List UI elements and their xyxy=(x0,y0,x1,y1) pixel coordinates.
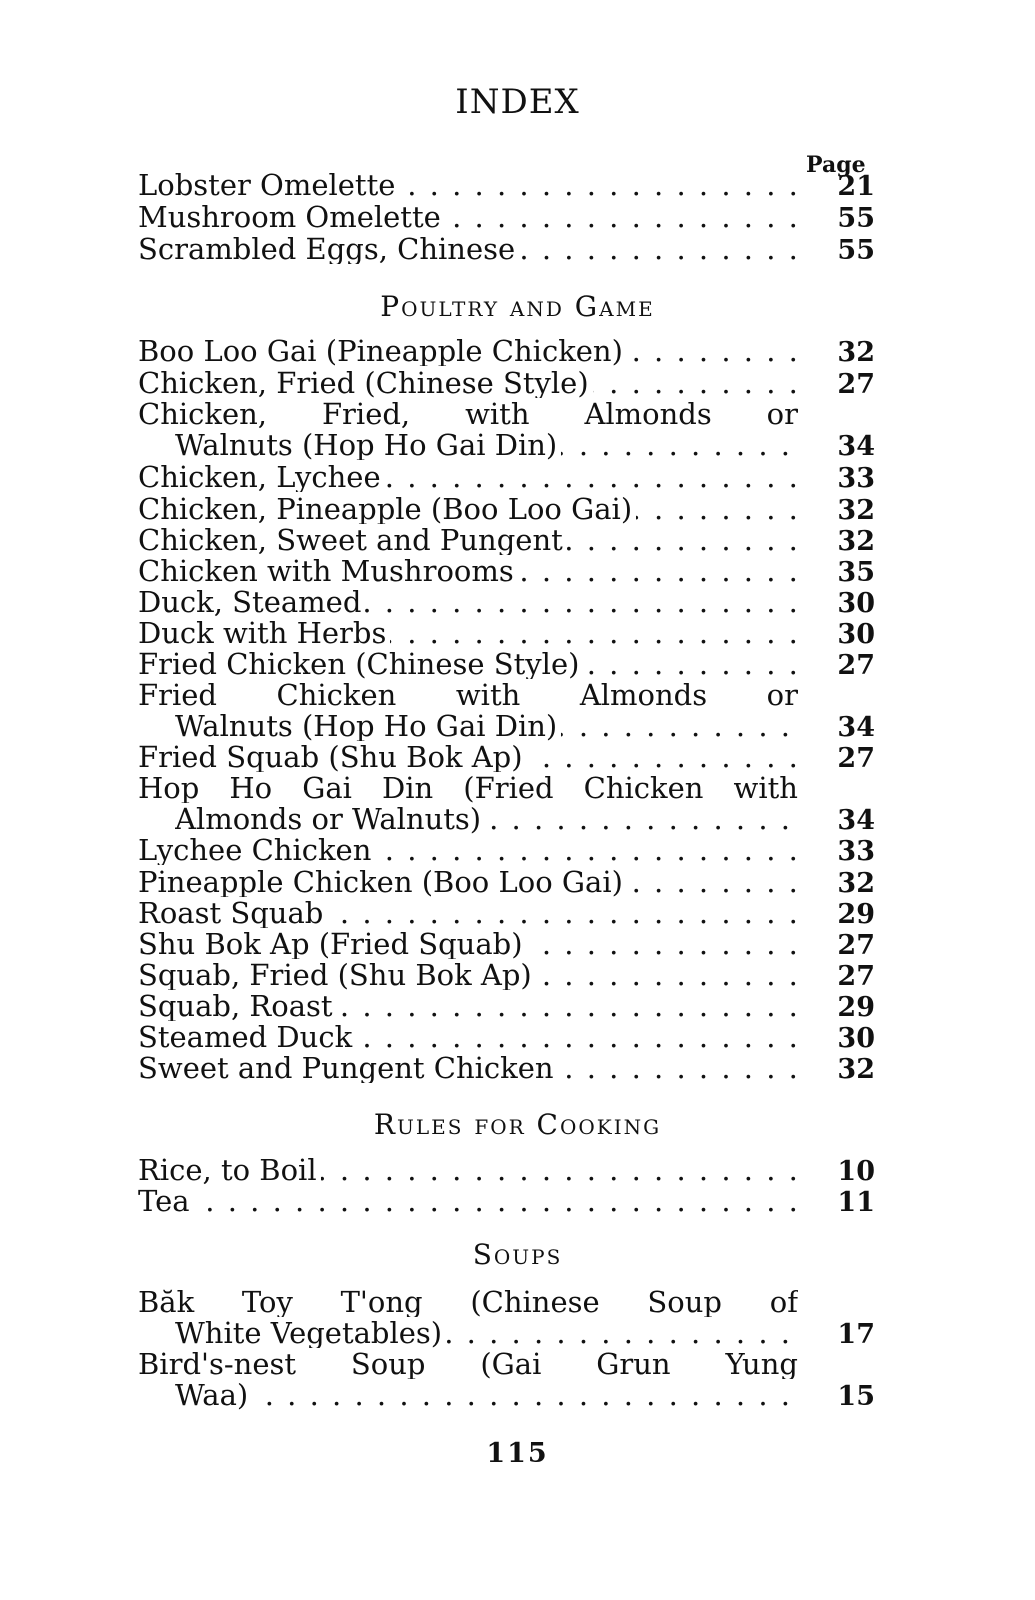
index-entry xyxy=(138,587,798,617)
index-entry-word: Soup xyxy=(350,1349,426,1379)
index-entry-label: Boo Loo Gai (Pineapple Chicken) xyxy=(138,336,627,366)
index-entry-word: Almonds xyxy=(579,680,708,710)
index-entry-word: Bird's-nest xyxy=(138,1349,297,1379)
index-entry-page: 34 xyxy=(837,431,875,462)
section-heading: Rules for Cooking xyxy=(373,1108,662,1141)
index-entry xyxy=(138,929,798,959)
index-entry-label: Sweet and Pungent Chicken xyxy=(138,1053,558,1083)
index-entry-label: Chicken with Mushrooms xyxy=(138,556,518,586)
index-entry-page: 55 xyxy=(837,235,875,266)
index-entry xyxy=(138,336,798,366)
index-entry xyxy=(138,742,798,772)
page-number: 115 xyxy=(486,1438,549,1469)
index-entry-label: Rice, to Boil xyxy=(138,1155,321,1185)
index-entry-line xyxy=(138,1349,798,1379)
index-entry-word: Hop xyxy=(138,773,200,803)
index-entry-page: 27 xyxy=(837,743,875,774)
index-entry-word: Soup xyxy=(647,1287,722,1317)
index-entry xyxy=(138,494,798,524)
index-entry-word: or xyxy=(766,399,798,429)
index-entry xyxy=(138,525,798,555)
index-entry xyxy=(138,1053,798,1083)
index-entry-word: with xyxy=(455,680,521,710)
index-entry xyxy=(138,368,798,398)
index-entry-label: Walnuts (Hop Ho Gai Din) xyxy=(175,430,561,460)
index-entry-word: Fried xyxy=(138,680,217,710)
index-entry-page: 29 xyxy=(837,899,875,930)
index-entry-page: 35 xyxy=(837,557,875,588)
index-entry-word: Toy xyxy=(241,1287,293,1317)
index-entry-word: Fried, xyxy=(321,399,411,429)
index-entry xyxy=(138,1186,798,1216)
index-entry xyxy=(175,1318,798,1348)
page-column-header: Page xyxy=(806,152,866,178)
index-entry-label: Walnuts (Hop Ho Gai Din) xyxy=(175,711,561,741)
index-entry-word: Yung xyxy=(725,1349,798,1379)
index-entry-page: 15 xyxy=(837,1381,875,1412)
index-entry-label: Mushroom Omelette xyxy=(138,202,445,232)
index-entry xyxy=(138,170,798,200)
index-entry-line xyxy=(138,773,798,803)
index-entry-page: 27 xyxy=(837,930,875,961)
index-entry xyxy=(138,202,798,232)
section-heading: Poultry and Game xyxy=(380,290,655,323)
index-entry-line xyxy=(138,680,798,710)
index-entry-page: 34 xyxy=(837,712,875,743)
index-entry-page: 55 xyxy=(837,203,875,234)
index-entry-word: with xyxy=(733,773,798,803)
index-entry-word: Ho xyxy=(229,773,273,803)
index-entry xyxy=(138,991,798,1021)
index-entry-label: Waa) xyxy=(175,1380,252,1410)
index-entry-word: of xyxy=(769,1287,798,1317)
index-entry-word: T'ong xyxy=(340,1287,423,1317)
index-entry-page: 30 xyxy=(837,619,875,650)
index-entry-label: Chicken, Lychee xyxy=(138,462,385,492)
index-entry-word: Grun xyxy=(596,1349,671,1379)
index-entry-page: 32 xyxy=(837,1054,875,1085)
index-entry-page: 21 xyxy=(837,171,875,202)
index-entry xyxy=(138,867,798,897)
index-entry-page: 27 xyxy=(837,650,875,681)
index-entry-word: Chicken xyxy=(583,773,704,803)
page-title: INDEX xyxy=(455,82,580,122)
index-entry-page: 29 xyxy=(837,992,875,1023)
index-entry-page: 32 xyxy=(837,526,875,557)
index-entry-word: (Fried xyxy=(463,773,554,803)
index-entry-word: (Gai xyxy=(480,1349,542,1379)
index-entry-label: Squab, Fried (Shu Bok Ap) xyxy=(138,960,536,990)
index-entry-label: Chicken, Sweet and Pungent xyxy=(138,525,567,555)
index-entry-word: Gai xyxy=(302,773,352,803)
index-entry-page: 10 xyxy=(837,1156,875,1187)
index-entry-line xyxy=(138,399,798,429)
index-entry-label: White Vegetables) xyxy=(175,1318,446,1348)
index-entry xyxy=(138,835,798,865)
index-entry-label: Tea xyxy=(138,1186,194,1216)
index-entry xyxy=(138,556,798,586)
index-entry-label: Duck with Herbs xyxy=(138,618,390,648)
index-entry-label: Chicken, Pineapple (Boo Loo Gai) xyxy=(138,494,636,524)
index-entry-page: 33 xyxy=(837,836,875,867)
index-entry-label: Roast Squab xyxy=(138,898,327,928)
index-entry xyxy=(138,234,798,264)
section-heading: Soups xyxy=(472,1238,563,1271)
index-entry-page: 27 xyxy=(837,369,875,400)
index-entry xyxy=(138,618,798,648)
index-entry-word: or xyxy=(766,680,798,710)
index-entry xyxy=(175,1380,798,1410)
index-entry xyxy=(175,711,798,741)
index-entry xyxy=(138,462,798,492)
index-entry xyxy=(138,649,798,679)
index-entry-page: 17 xyxy=(837,1319,875,1350)
index-entry-word: Almonds xyxy=(584,399,712,429)
index-entry-page: 33 xyxy=(837,463,875,494)
index-entry-word: Băk xyxy=(138,1287,195,1317)
index-entry-page: 32 xyxy=(837,337,875,368)
index-entry-page: 34 xyxy=(837,805,875,836)
index-entry xyxy=(138,1022,798,1052)
index-entry xyxy=(175,804,798,834)
index-entry-label: Chicken, Fried (Chinese Style) xyxy=(138,368,593,398)
index-entry-label: Almonds or Walnuts) xyxy=(175,804,485,834)
index-entry-page: 32 xyxy=(837,495,875,526)
index-entry-label: Shu Bok Ap (Fried Squab) xyxy=(138,929,527,959)
index-entry-label: Lychee Chicken xyxy=(138,835,375,865)
index-entry-label: Steamed Duck xyxy=(138,1022,356,1052)
index-entry-line xyxy=(138,1287,798,1317)
index-entry-label: Fried Chicken (Chinese Style) xyxy=(138,649,583,679)
index-entry-label: Fried Squab (Shu Bok Ap) xyxy=(138,742,527,772)
index-entry-word: (Chinese xyxy=(470,1287,600,1317)
index-entry-word: Chicken, xyxy=(138,399,268,429)
index-entry-page: 32 xyxy=(837,868,875,899)
index-entry-page: 27 xyxy=(837,961,875,992)
index-entry-label: Lobster Omelette xyxy=(138,170,399,200)
index-entry-label: Squab, Roast xyxy=(138,991,337,1021)
index-entry-label: Scrambled Eggs, Chinese xyxy=(138,234,519,264)
index-entry xyxy=(138,960,798,990)
index-entry-page: 30 xyxy=(837,1023,875,1054)
index-entry-page: 30 xyxy=(837,588,875,619)
index-entry-word: Chicken xyxy=(276,680,397,710)
index-entry xyxy=(175,430,798,460)
index-entry-word: Din xyxy=(382,773,434,803)
index-entry-word: with xyxy=(465,399,530,429)
index-entry-page: 11 xyxy=(837,1187,875,1218)
index-entry-label: Duck, Steamed xyxy=(138,587,365,617)
index-entry xyxy=(138,1155,798,1185)
index-entry xyxy=(138,898,798,928)
index-entry-label: Pineapple Chicken (Boo Loo Gai) xyxy=(138,867,627,897)
